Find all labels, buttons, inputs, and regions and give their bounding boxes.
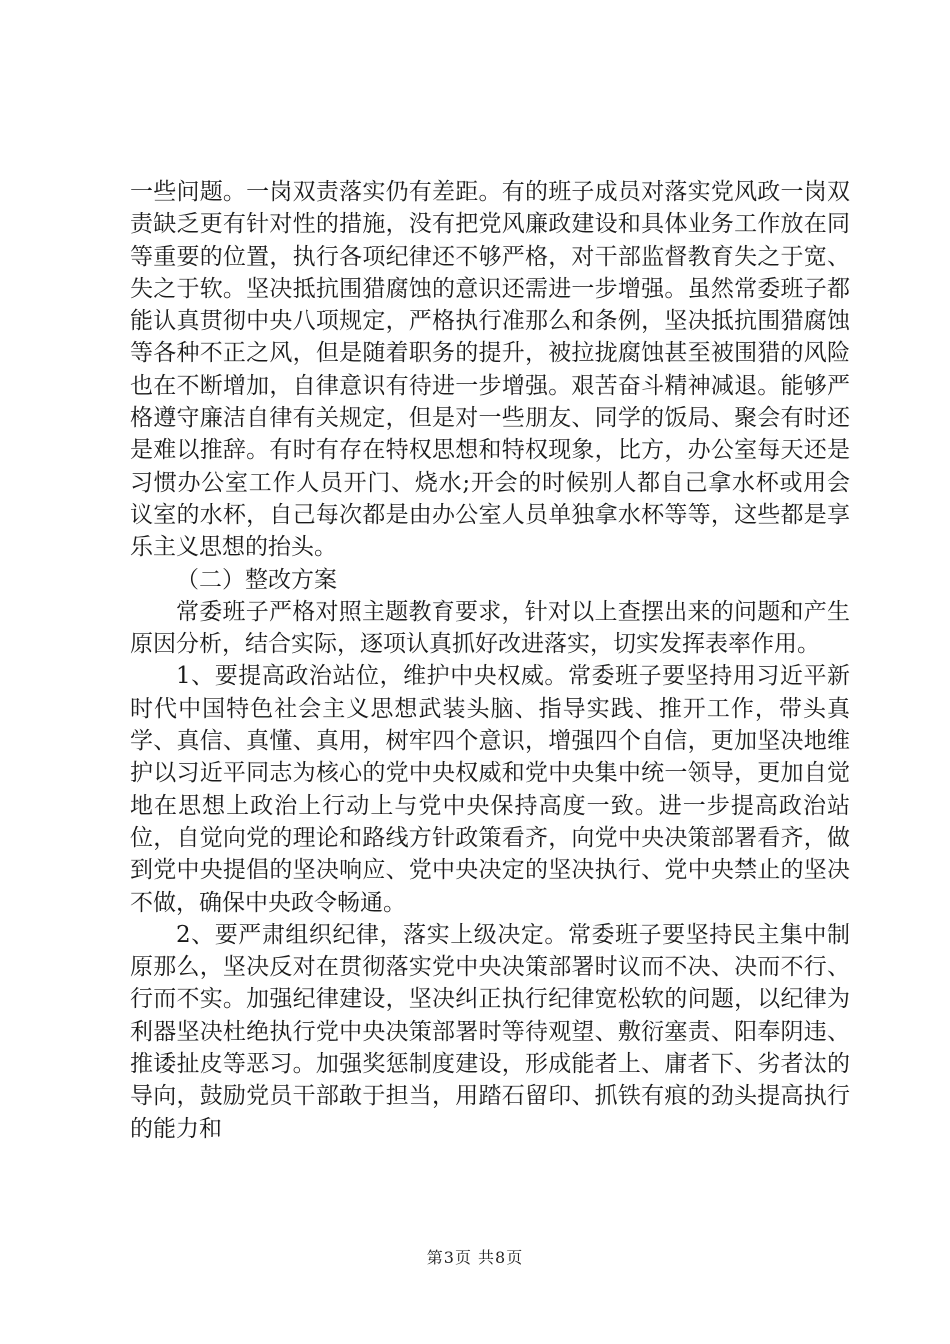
paragraph-continuation: 一些问题。一岗双责落实仍有差距。有的班子成员对落实党风政一岗双责缺乏更有针对性的措施，没有把党风廉政建设和具体业务工作放在同等重要的位置，执行各项纪律还不够严格，对干部监督教育失之于宽、失之于软。坚决抵抗围猎腐蚀的意识还需进一步增强。虽然常委班子都能认真贯彻中央八项规定，严格执行准那么和条例，坚决抵抗围猎腐蚀等各种不正之风，但是随着职务的提升，被拉拢腐蚀甚至被围猎的风险也在不断增加，自律意识有待进一步增强。艰苦奋斗精神减退。能够严格遵守廉洁自律有关规定，但是对一些朋友、同学的饭局、聚会有时还是难以推辞。有时有存在特权思想和特权现象，比方，办公室每天还是习惯办公室工作人员开门、烧水;开会的时候别人都自己拿水杯或用会议室的水杯，自己每次都是由办公室人员单独拿水杯等等，这些都是享乐主义思想的抬头。 [130,179,850,561]
paragraph-item-2: 2、要严肃组织纪律，落实上级决定。常委班子要坚持民主集中制原那么，坚决反对在贯彻落实党中央决策部署时议而不决、决而不行、行而不实。加强纪律建设，坚决纠正执行纪律宽松软的问题，以纪律为利器坚决杜绝执行党中央决策部署时等待观望、敷衍塞责、阳奉阴违、推诿扯皮等恶习。加强奖惩制度建设，形成能者上、庸者下、劣者汰的导向，鼓励党员干部敢于担当，用踏石留印、抓铁有痕的劲头提高执行的能力和 [130,921,850,1142]
section-heading-rectification-plan: （二）整改方案 [176,566,337,593]
paragraph-item-1: 1、要提高政治站位，维护中央权威。常委班子要坚持用习近平新时代中国特色社会主义思想武装头脑、指导实践、推开工作，带头真学、真信、真懂、真用，树牢四个意识，增强四个自信，更加坚决地维护以习近平同志为核心的党中央权威和党中央集中统一领导，更加自觉地在思想上政治上行动上与党中央保持高度一致。进一步提高政治站位，自觉向党的理论和路线方针政策看齐，向党中央决策部署看齐，做到党中央提倡的坚决响应、党中央决定的坚决执行、党中央禁止的坚决不做，确保中央政令畅通。 [130,663,850,916]
paragraph-intro: 常委班子严格对照主题教育要求，针对以上查摆出来的问题和产生原因分析，结合实际，逐项认真抓好改进落实，切实发挥表率作用。 [130,598,850,658]
page-number-footer: 第3页 共8页 [426,1248,524,1267]
document-body [130,176,850,1145]
